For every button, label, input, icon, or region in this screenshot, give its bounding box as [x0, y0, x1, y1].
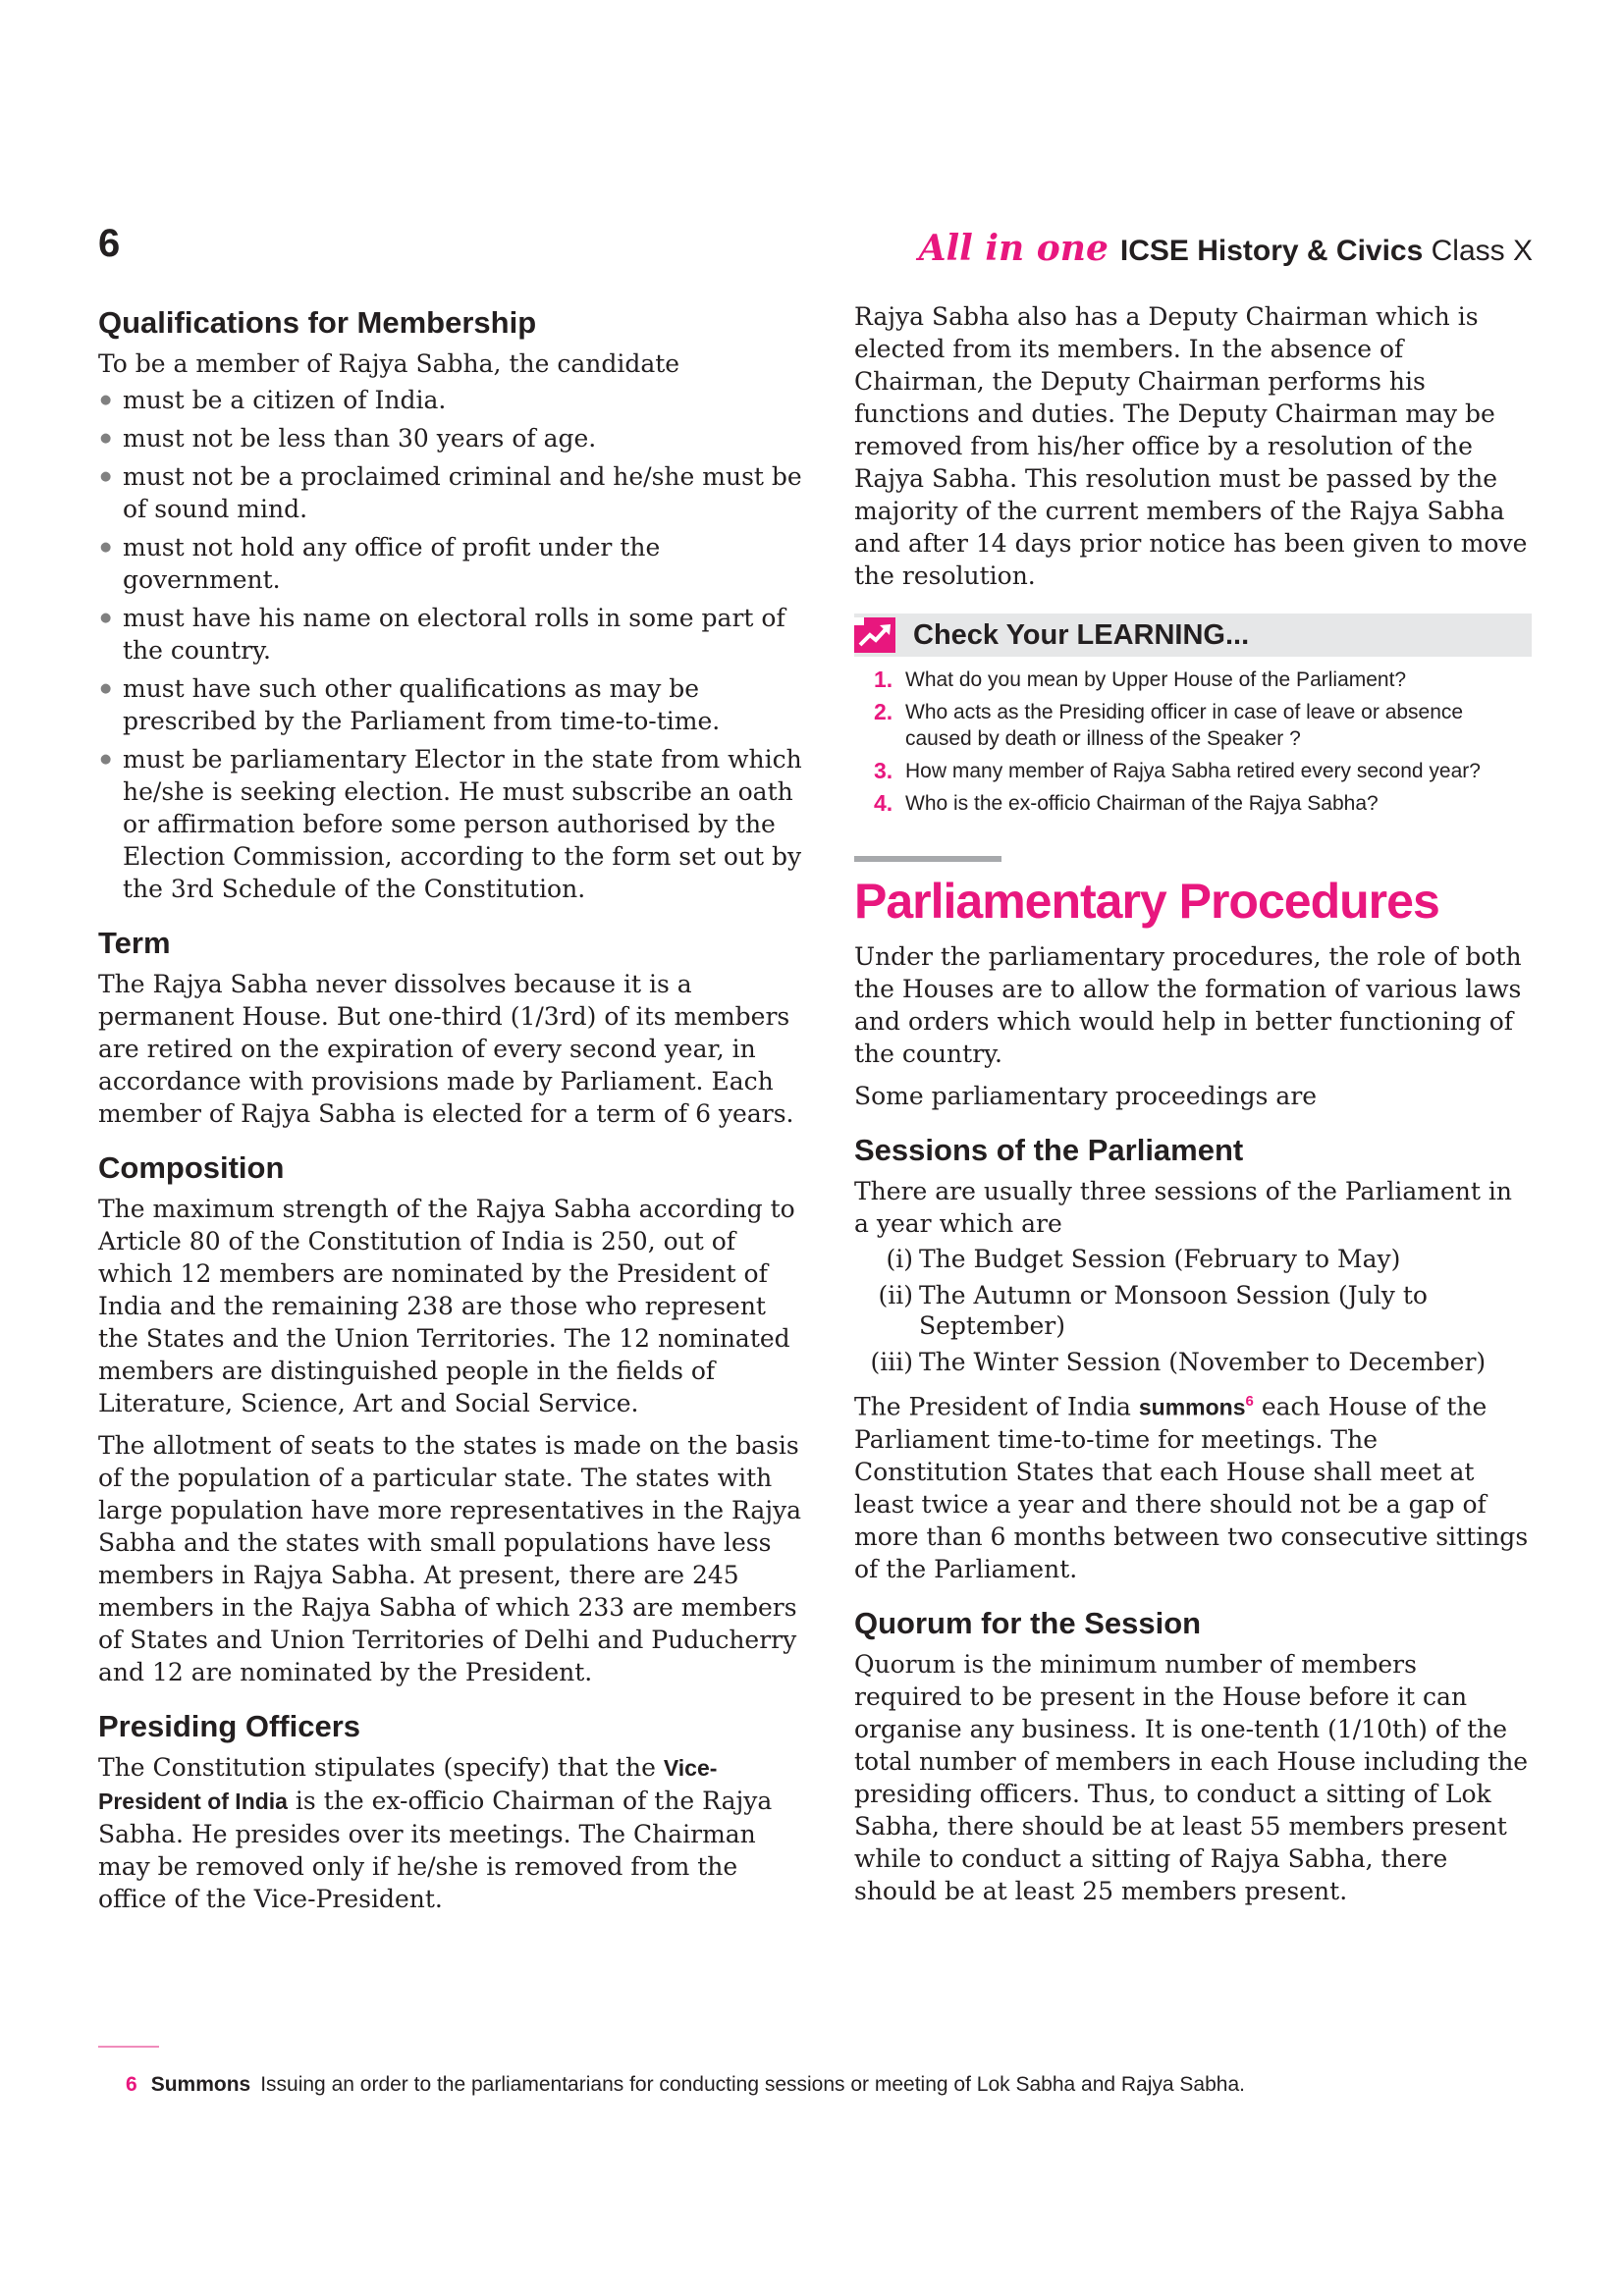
- term-text: The Rajya Sabha never dissolves because it is a permanent House. But one-third (1/3rd) of its members are retired on the expiration of every second year, in accordance with provisions made by Parliament. Each member of Rajya Sabha is elected for a term of 6 years.: [98, 970, 794, 1128]
- procedures-intro-2: Some parliamentary proceedings are: [854, 1082, 1318, 1110]
- vice-president-term: Vice-President of India: [98, 1755, 718, 1814]
- list-item: 1. What do you mean by Upper House of the Parliament?: [874, 667, 1407, 692]
- list-item: ● must be a citizen of India.: [98, 384, 811, 416]
- heading-quorum: Quorum for the Session: [854, 1606, 1202, 1641]
- heading-term: Term: [98, 926, 171, 960]
- list-item: 4. Who is the ex-officio Chairman of the Rajya Sabha?: [874, 790, 1379, 816]
- list-item: (i) The Budget Session (February to May): [886, 1245, 1401, 1273]
- list-item: 2. Who acts as the Presiding officer in case of leave or absence caused by death or illness of the Speaker ?: [874, 699, 1464, 750]
- list-item: ● must have such other qualifications as may be prescribed by the Parliament from time-to-time.: [98, 672, 811, 737]
- footnote-divider: [98, 2046, 159, 2048]
- list-item: ● must not hold any office of profit under the government.: [98, 531, 811, 596]
- heading-qualifications: Qualifications for Membership: [98, 305, 537, 340]
- check-your-learning-box: [854, 614, 1532, 817]
- list-item: (ii) The Autumn or Monsoon Session (July to September): [878, 1281, 1428, 1340]
- qualifications-intro: To be a member of Rajya Sabha, the candidate: [98, 349, 680, 378]
- procedures-intro-1: Under the parliamentary procedures, the role of both the Houses are to allow the formation of various laws and orders which would help in better functioning of the country.: [854, 942, 1522, 1068]
- presiding-text: The Constitution stipulates (specify) that the Vice-President of India is the ex-officio Chairman of the Rajya Sabha. He presides over its meetings. The Chairman may be removed only if he/she is removed from the office of the Vice-President.: [98, 1753, 773, 1913]
- book-name: ICSE History & Civics: [1119, 235, 1424, 267]
- footnote-text: Issuing an order to the parliamentarians for conducting sessions or meeting of Lok Sabha and Rajya Sabha.: [260, 2073, 1245, 2096]
- page-number: 6: [98, 222, 121, 265]
- brand-logo: All in one: [918, 228, 1109, 269]
- check-your-learning-header: [854, 614, 1532, 657]
- list-item: ● must have his name on electoral rolls in some part of the country.: [98, 602, 811, 667]
- footnote-ref[interactable]: 6: [1245, 1393, 1254, 1410]
- right-column: [854, 304, 1532, 1917]
- heading-sessions: Sessions of the Parliament: [854, 1133, 1244, 1167]
- section-divider: [854, 856, 1001, 862]
- quorum-text: Quorum is the minimum number of members required to be present in the House before it can organise any business. It is one-tenth (1/10th) of the total number of members in each House including the presiding officers. Thus, to conduct a sitting of Lok Sabha, there should be at least 55 members present while to conduct a sitting of Rajya Sabha, there should be at least 25 members present.: [854, 1650, 1529, 1906]
- composition-text-2: The allotment of seats to the states is made on the basis of the population of a particular state. The states with large population have more representatives in the Rajya Sabha and the states with small populations have less members in Rajya Sabha. At present, there are 245 members in the Rajya Sabha of which 233 are members of States and Union Territories of Delhi and Puducherry and 12 are nominated by the President.: [98, 1431, 802, 1686]
- book-title: [919, 228, 1533, 269]
- heading-presiding-officers: Presiding Officers: [98, 1709, 361, 1743]
- heading-composition: Composition: [98, 1150, 285, 1185]
- questions-list: [854, 667, 1532, 817]
- footnote: [126, 2073, 1245, 2097]
- qualifications-list: [98, 384, 811, 905]
- book-class: Class X: [1431, 235, 1533, 267]
- list-item: ● must not be a proclaimed criminal and he/she must be of sound mind.: [98, 460, 811, 525]
- list-item: (iii) The Winter Session (November to December): [870, 1348, 1487, 1376]
- check-your-learning-title: Check Your LEARNING...: [913, 618, 1250, 651]
- composition-text-1: The maximum strength of the Rajya Sabha according to Article 80 of the Constitution of India is 250, out of which 12 members are nominated by the President of India and the remaining 238 are those who represent the States and the Union Territories. The 12 nominated members are distinguished people in the fields of Literature, Science, Art and Social Service.: [98, 1195, 795, 1417]
- left-column: [98, 304, 811, 1925]
- footnote-number: 6: [126, 2073, 137, 2096]
- sessions-intro: There are usually three sessions of the Parliament in a year which are: [854, 1177, 1512, 1238]
- summons-text: The President of India summons$^6$ each House of the Parliament time-to-time for meetings. The Constitution States that each House shall meet at least twice a year and there should not be a gap of more than 6 months between two consecutive sittings of the Parliament.: [854, 1392, 1529, 1584]
- list-item: ● must not be less than 30 years of age.: [98, 422, 811, 454]
- trend-arrow-icon: [854, 617, 895, 653]
- footnote-term: Summons: [150, 2073, 251, 2096]
- list-item: 3. How many member of Rajya Sabha retired every second year?: [874, 758, 1481, 783]
- list-item: ● must be parliamentary Elector in the state from which he/she is seeking election. He must subscribe an oath or affirmation before some person authorised by the Election Commission, according to the form set out by the 3rd Schedule of the Constitution.: [98, 743, 811, 905]
- deputy-chairman-text: Rajya Sabha also has a Deputy Chairman which is elected from its members. In the absence of Chairman, the Deputy Chairman performs his functions and duties. The Deputy Chairman may be removed from his/her office by a resolution of the Rajya Sabha. This resolution must be passed by the majority of the current members of the Rajya Sabha and after 14 days prior notice has been given to move the resolution.: [854, 302, 1528, 590]
- section-title: Parliamentary Procedures: [854, 874, 1439, 929]
- sessions-list: [854, 1244, 1532, 1377]
- summons-term: summons: [1138, 1394, 1246, 1420]
